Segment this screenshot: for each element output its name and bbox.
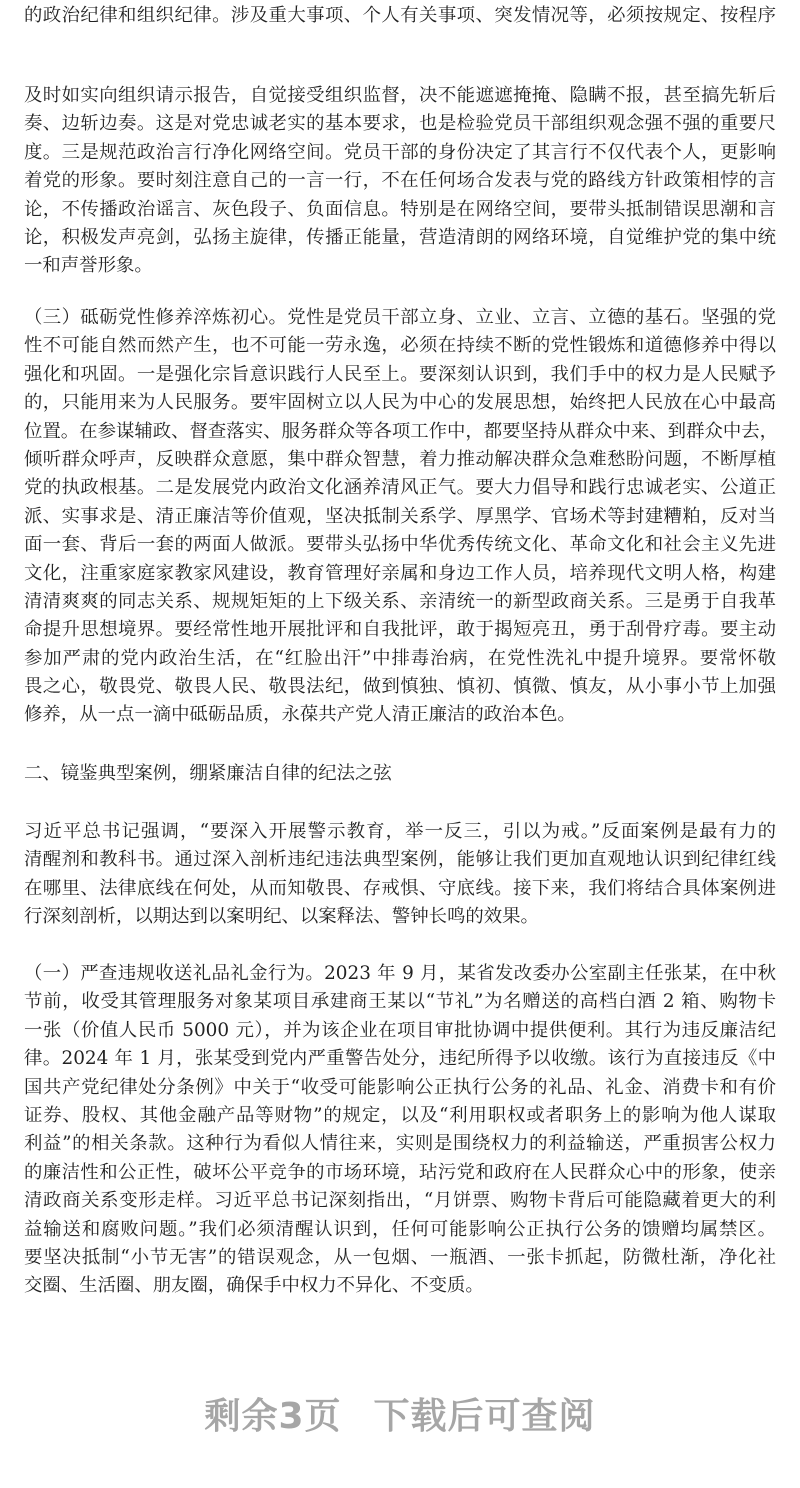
text-line: 利益”的相关条款。这种行为看似人情往来，实则是围绕权力的利益输送，严重损害公权力 xyxy=(24,1133,776,1155)
text-line: 在哪里、法律底线在何处，从而知敬畏、存戒惧、守底线。接下来，我们将结合具体案例进 xyxy=(24,877,776,899)
text-line: 论，积极发声亮剑，弘扬主旋律，传播正能量，营造清朗的网络环境，自觉维护党的集中统 xyxy=(24,226,776,248)
download-to-view-label: 下载后可查阅 xyxy=(373,1396,596,1437)
paragraph-2 xyxy=(24,82,776,281)
text-line: 强化和巩固。一是强化宗旨意识践行人民至上。要深刻认识到，我们手中的权力是人民赋予 xyxy=(24,363,776,385)
text-line: 一张（价值人民币 5000 元），并为该企业在项目审批协调中提供便利。其行为违反廉洁纪 xyxy=(24,1019,776,1041)
text-line: 的廉洁性和公正性，破坏公平竞争的市场环境，玷污党和政府在人民群众心中的形象，使亲 xyxy=(24,1161,776,1183)
text-line: 面一套、背后一套的两面人做派。要带头弘扬中华优秀传统文化、革命文化和社会主义先进 xyxy=(24,534,776,556)
text-line: 着党的形象。要时刻注意自己的一言一行，不在任何场合发表与党的路线方针政策相悖的言 xyxy=(24,170,776,192)
text-line: 畏之心，敬畏党、敬畏人民、敬畏法纪，做到慎独、慎初、慎微、慎友，从小事小节上加强 xyxy=(24,676,776,698)
text-line: 清政商关系变形走样。习近平总书记深刻指出，“月饼票、购物卡背后可能隐藏着更大的利 xyxy=(24,1190,776,1212)
paragraph-3 xyxy=(24,304,779,730)
text-line: 律。2024 年 1 月，张某受到党内严重警告处分，违纪所得予以收缴。该行为直接违反《中 xyxy=(24,1048,776,1070)
section-heading: 二、镜鉴典型案例，绷紧廉洁自律的纪法之弦 xyxy=(24,763,392,784)
download-prompt[interactable] xyxy=(0,1388,800,1439)
text-line: 参加严肃的党内政治生活，在“红脸出汗”中排毒治病，在党性洗礼中提升境界。要常怀敬 xyxy=(24,647,776,669)
text-line: 习近平总书记强调，“要深入开展警示教育，举一反三，引以为戒。”反面案例是最有力的 xyxy=(24,821,776,842)
text-line: 文化，注重家庭家教家风建设，教育管理好亲属和身边工作人员，培养现代文明人格，构建 xyxy=(24,562,776,584)
text-line: 清醒剂和教科书。通过深入剖析违纪违法典型案例，能够让我们更加直观地认识到纪律红线 xyxy=(24,849,776,871)
remaining-pages-label: 剩余3页 xyxy=(204,1396,342,1437)
text-line: 国共产党纪律处分条例》中关于“收受可能影响公正执行公务的礼品、礼金、消费卡和有价 xyxy=(24,1076,776,1098)
text-line: 修养，从一点一滴中砥砺品质，永葆共产党人清正廉洁的政治本色。 xyxy=(24,704,576,726)
text-line: 奏、边斩边奏。这是对党忠诚老实的基本要求，也是检验党员干部组织观念强不强的重要尺 xyxy=(24,113,776,135)
text-line: 性不可能自然而然产生，也不可能一劳永逸，必须在持续不断的党性锻炼和道德修养中得以 xyxy=(24,335,776,357)
text-line: （一）严查违规收送礼品礼金行为。2023 年 9 月，某省发改委办公室副主任张某，在中秋 xyxy=(24,963,776,984)
text-line: 位置。在参谋辅政、督查落实、服务群众等各项工作中，都要坚持从群众中来、到群众中去， xyxy=(24,420,779,442)
text-line: 要坚决抵制“小节无害”的错误观念，从一包烟、一瓶酒、一张卡抓起，防微杜渐，净化社 xyxy=(24,1246,776,1268)
text-line: 党的执政根基。二是发展党内政治文化涵养清风正气。要大力倡导和践行忠诚老实、公道正 xyxy=(24,477,776,499)
text-line: 倾听群众呼声，反映群众意愿，集中群众智慧，着力推动解决群众急难愁盼问题，不断厚植 xyxy=(24,448,776,470)
text-line: 论，不传播政治谣言、灰色段子、负面信息。特别是在网络空间，要带头抵制错误思潮和言 xyxy=(24,198,776,220)
text-line: 行深刻剖析，以期达到以案明纪、以案释法、警钟长鸣的效果。 xyxy=(24,906,539,928)
text-line: 节前，收受其管理服务对象某项目承建商王某以“节礼”为名赠送的高档白酒 2 箱、购物卡 xyxy=(24,991,776,1013)
text-line: 命提升思想境界。要经常性地开展批评和自我批评，敢于揭短亮丑，勇于刮骨疗毒。要主动 xyxy=(24,619,776,641)
text-line: 交圈、生活圈、朋友圈，确保手中权力不异化、不变质。 xyxy=(24,1275,484,1297)
text-line: 的政治纪律和组织纪律。涉及重大事项、个人有关事项、突发情况等，必须按规定、按程序 xyxy=(24,5,776,26)
text-line: 度。三是规范政治言行净化网络空间。党员干部的身份决定了其言行不仅代表个人，更影响 xyxy=(24,141,776,163)
text-line: 派、实事求是、清正廉洁等价值观，坚决抵制关系学、厚黑学、官场术等封建糟粕，反对当 xyxy=(24,505,776,527)
paragraph-4 xyxy=(24,818,776,932)
text-line: 一和声誉形象。 xyxy=(24,255,153,277)
paragraph-1 xyxy=(24,2,776,30)
text-line: （三）砥砺党性修养淬炼初心。党性是党员干部立身、立业、立言、立德的基石。坚强的党 xyxy=(24,307,776,328)
text-line: 的，只能用来为人民服务。要牢固树立以人民为中心的发展思想，始终把人民放在心中最高 xyxy=(24,392,776,414)
text-line: 证券、股权、其他金融产品等财物”的规定，以及“利用职权或者职务上的影响为他人谋取 xyxy=(24,1104,776,1126)
text-line: 及时如实向组织请示报告，自觉接受组织监督，决不能遮遮掩掩、隐瞒不报，甚至搞先斩后 xyxy=(24,85,776,106)
text-line: 益输送和腐败问题。”我们必须清醒认识到，任何可能影响公正执行公务的馈赠均属禁区。 xyxy=(24,1218,776,1240)
text-line: 清清爽爽的同志关系、规规矩矩的上下级关系、亲清统一的新型政商关系。三是勇于自我革 xyxy=(24,590,776,612)
paragraph-5 xyxy=(24,960,776,1301)
